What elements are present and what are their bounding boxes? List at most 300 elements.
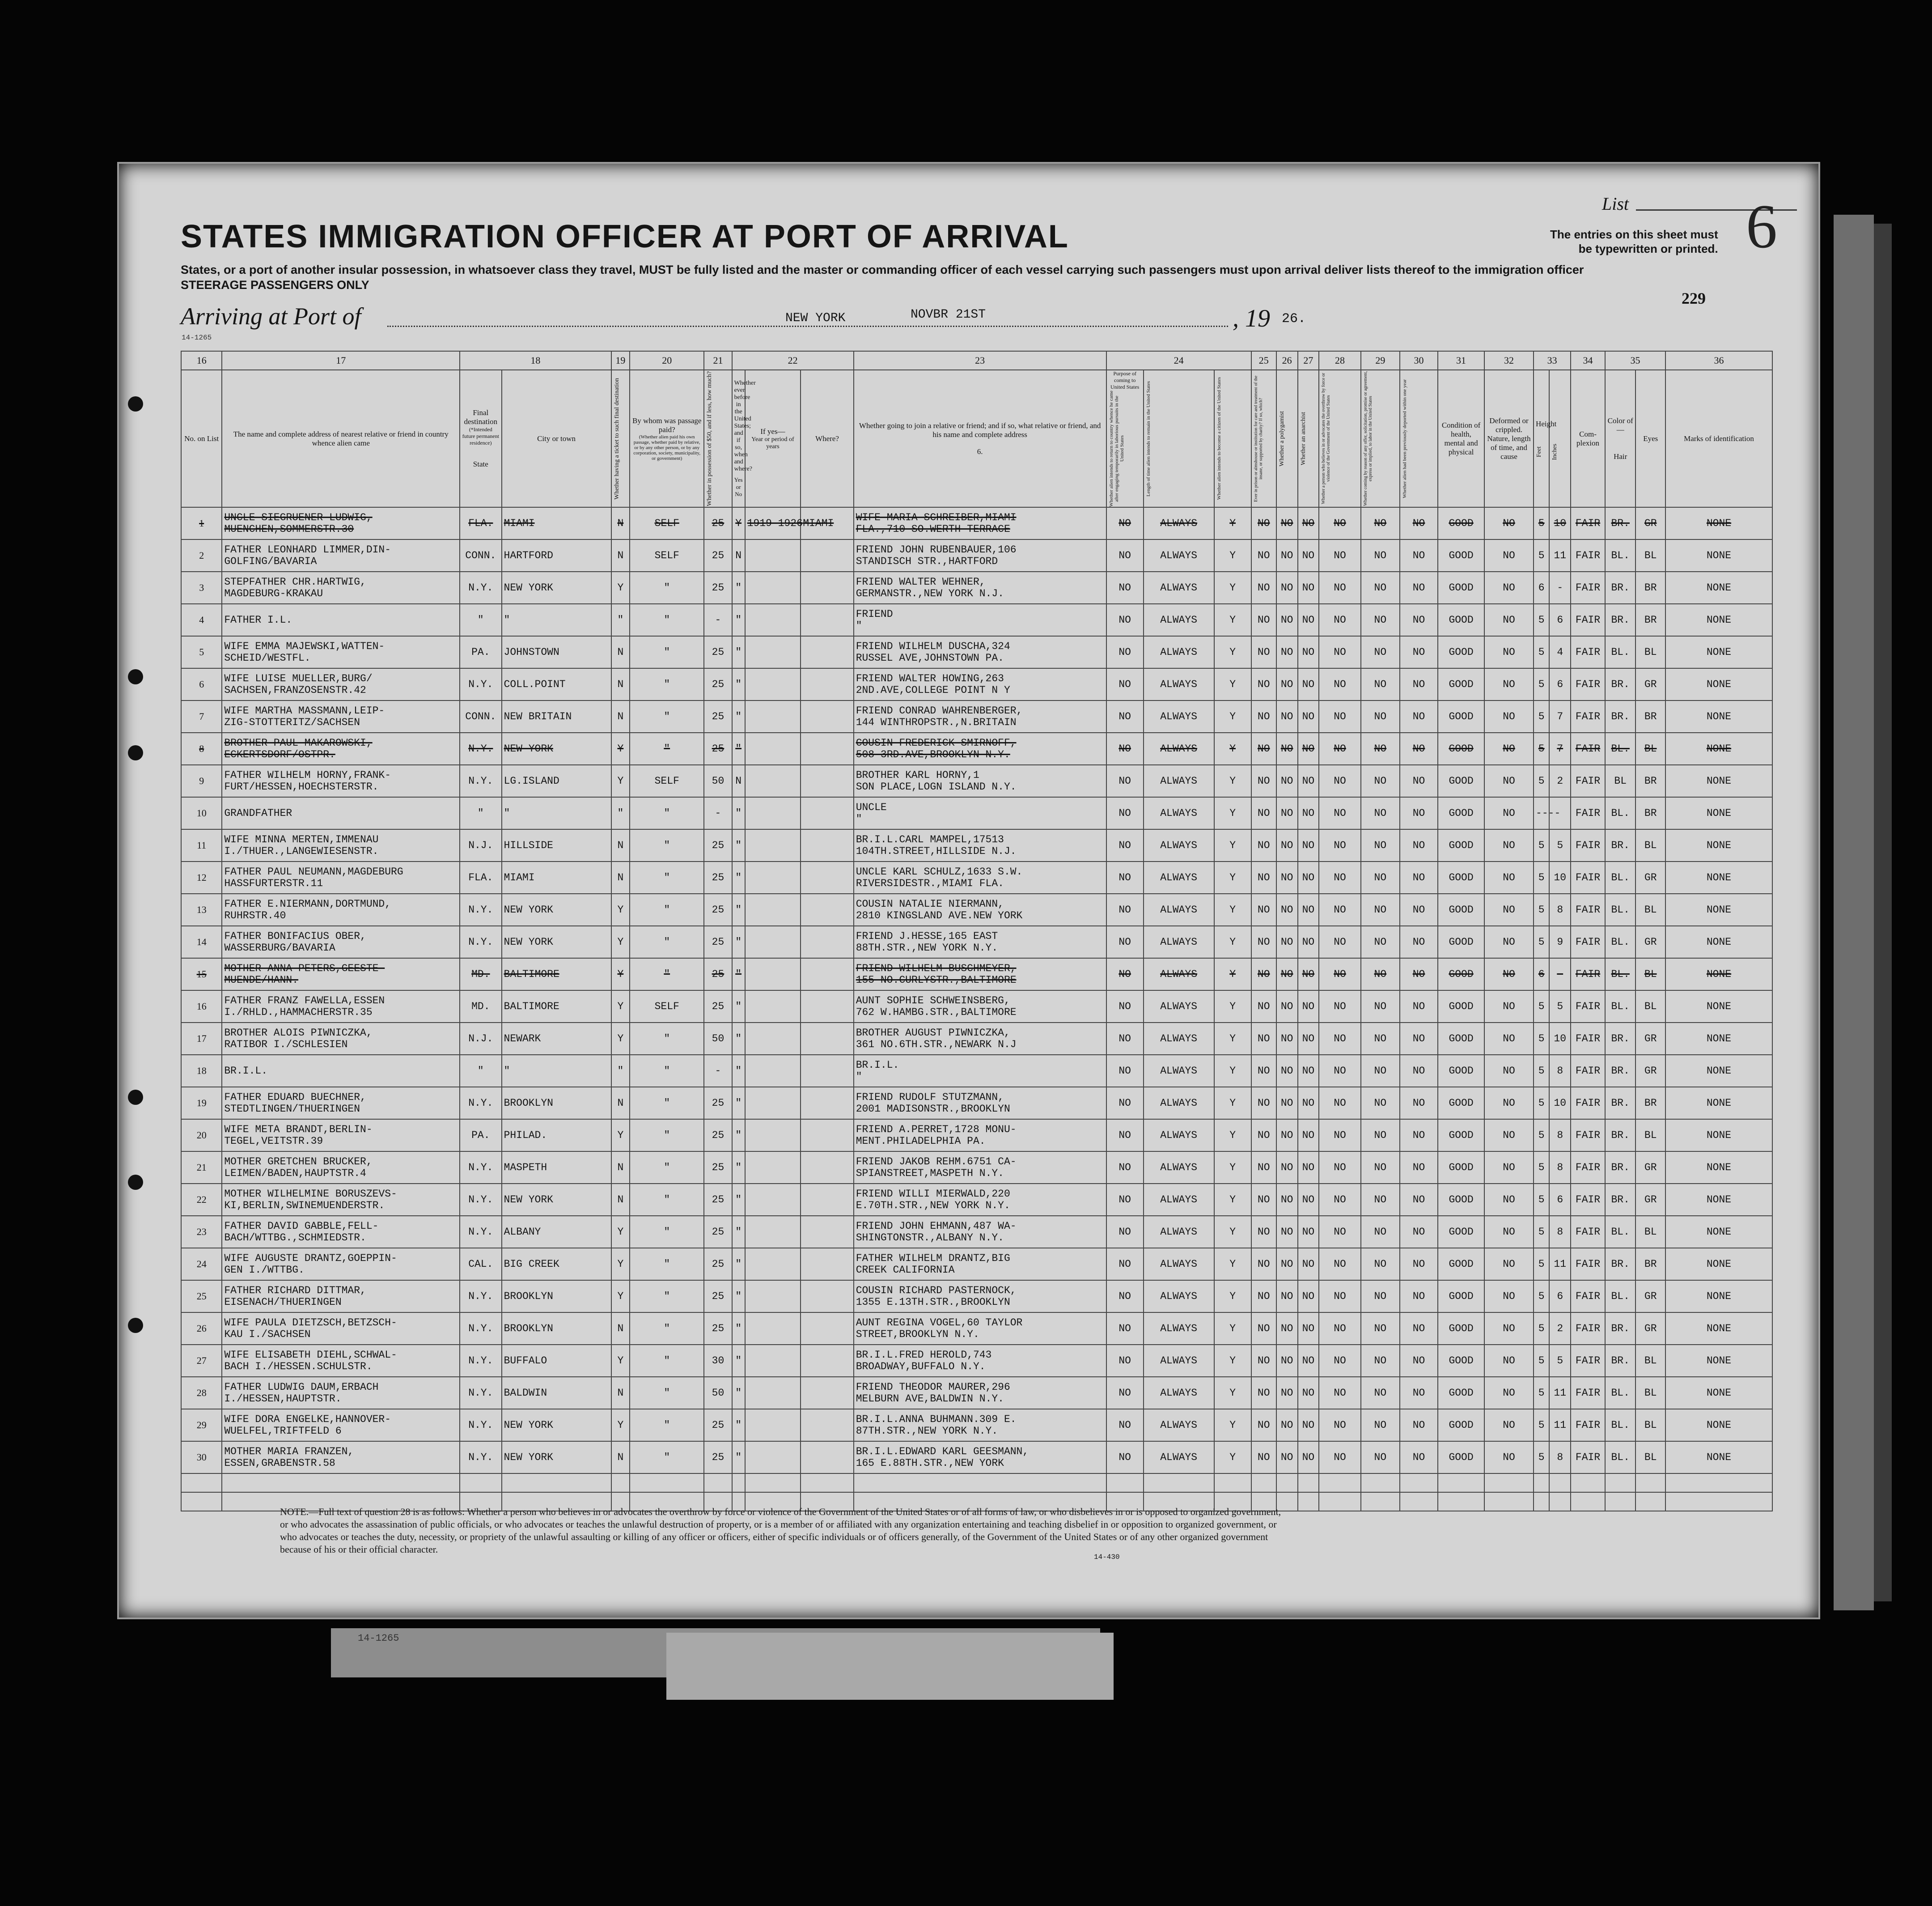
cell-nearest-relative <box>222 958 460 990</box>
cell-c29: NO <box>1361 733 1400 765</box>
cell-deformed: NO <box>1484 1119 1534 1151</box>
cell-p2: ALWAYS <box>1144 1216 1214 1248</box>
blank-cell <box>1571 1492 1605 1511</box>
cell-deformed: NO <box>1484 894 1534 926</box>
column-number: 20 <box>630 351 704 370</box>
join-line: BR.I.L. <box>856 1059 899 1071</box>
join-line: FRIEND JAKOB REHM.6751 CA- <box>856 1156 1017 1167</box>
header-fifty-dollars <box>704 370 732 507</box>
cell-c30: NO <box>1400 1248 1438 1280</box>
cell-complexion: FAIR <box>1571 1184 1605 1216</box>
cell-paid: " <box>630 604 704 636</box>
header-state-label: State <box>473 460 488 468</box>
cell-p1: NO <box>1106 1345 1144 1377</box>
cell-money: 25 <box>704 894 732 926</box>
cell-health: GOOD <box>1438 1248 1484 1280</box>
cell-inches: 5 <box>1549 829 1571 862</box>
cell-c28: NO <box>1319 862 1360 894</box>
column-number: 31 <box>1438 351 1484 370</box>
cell-before: " <box>732 1248 745 1280</box>
cell-complexion: FAIR <box>1571 668 1605 700</box>
blank-cell <box>1438 1492 1484 1511</box>
cell-nearest-relative <box>222 733 460 765</box>
cell-ticket: " <box>611 797 630 829</box>
cell-c29: NO <box>1361 926 1400 958</box>
cell-where <box>801 1087 853 1119</box>
cell-c30: NO <box>1400 1151 1438 1184</box>
cell-join-relative <box>854 700 1106 733</box>
page-edge <box>1834 215 1874 1610</box>
header-c25: Ever in prison or almshouse or institution for care and treatment of the insane, or supported by charity? If so, which? <box>1253 375 1263 502</box>
cell-marks: NONE <box>1665 1151 1772 1184</box>
cell-inches: 8 <box>1549 1441 1571 1473</box>
cell-marks: NONE <box>1665 926 1772 958</box>
cell-hair: BR. <box>1605 1087 1636 1119</box>
cell-eyes: GR <box>1635 1023 1665 1055</box>
cell-health: GOOD <box>1438 1312 1484 1345</box>
list-label: List <box>1602 194 1629 214</box>
relative-line: MUENCHEN,SOMMERSTR.30 <box>224 523 354 535</box>
blank-cell <box>611 1473 630 1492</box>
column-number: 35 <box>1605 351 1665 370</box>
cell-join-relative <box>854 668 1106 700</box>
passenger-table <box>181 351 1773 1511</box>
cell-c29: NO <box>1361 1119 1400 1151</box>
join-line: 1355 E.13TH.STR.,BROOKLYN <box>856 1296 1010 1308</box>
blank-cell <box>745 1473 801 1492</box>
cell-inches: 4 <box>1549 636 1571 668</box>
cell-years <box>745 862 801 894</box>
cell-money: 50 <box>704 1377 732 1409</box>
cell-eyes: BR <box>1635 604 1665 636</box>
form-title: STATES IMMIGRATION OFFICER AT PORT OF ARRIVAL <box>181 219 1069 255</box>
cell-feet: 5 <box>1534 829 1549 862</box>
cell-p1: NO <box>1106 507 1144 539</box>
join-line: " <box>856 620 862 632</box>
cell-no: 6 <box>181 668 222 700</box>
relative-line: WASSERBURG/BAVARIA <box>224 942 335 954</box>
cell-where <box>801 958 853 990</box>
cell-money: 30 <box>704 1345 732 1377</box>
cell-c29: NO <box>1361 1216 1400 1248</box>
cell-c29: NO <box>1361 958 1400 990</box>
cell-marks: NONE <box>1665 862 1772 894</box>
header-polygamist <box>1276 370 1298 507</box>
cell-where <box>801 1151 853 1184</box>
cell-ticket: Y <box>611 894 630 926</box>
cell-where <box>801 1216 853 1248</box>
header-passage-note: (Whether alien paid his own passage, whether paid by relative, or by any other person, or by any corporation, society, municipality, or government) <box>633 434 701 461</box>
cell-no: 24 <box>181 1248 222 1280</box>
header-yes-no-label: Yes or No <box>734 476 743 497</box>
cell-ticket: N <box>611 1312 630 1345</box>
relative-line: RUHRSTR.40 <box>224 910 286 921</box>
cell-p3: Y <box>1214 604 1251 636</box>
cell-join-relative <box>854 829 1106 862</box>
relative-line: WIFE ELISABETH DIEHL,SCHWAL- <box>224 1349 397 1361</box>
cell-p2: ALWAYS <box>1144 700 1214 733</box>
cell-marks: NONE <box>1665 765 1772 797</box>
cell-where <box>801 1184 853 1216</box>
relative-line: ECKERTSDORF/OSTPR. <box>224 749 335 760</box>
header-years <box>745 370 801 507</box>
cell-c25: NO <box>1251 990 1276 1023</box>
column-number: 19 <box>611 351 630 370</box>
cell-city: HILLSIDE <box>502 829 611 862</box>
relative-line: WIFE DORA ENGELKE,HANNOVER- <box>224 1414 391 1425</box>
relative-line: WIFE AUGUSTE DRANTZ,GOEPPIN- <box>224 1252 397 1264</box>
join-line: 87TH.STR.,NEW YORK N.Y. <box>856 1425 998 1437</box>
cell-where <box>801 1441 853 1473</box>
cell-hair: BL. <box>1605 894 1636 926</box>
relative-line: I./RHLD.,HAMMACHERSTR.35 <box>224 1006 373 1018</box>
cell-p2: ALWAYS <box>1144 1055 1214 1087</box>
cell-c26: NO <box>1276 572 1298 604</box>
cell-join-relative <box>854 1280 1106 1312</box>
cell-eyes: GR <box>1635 1280 1665 1312</box>
column-number: 36 <box>1665 351 1772 370</box>
cell-p3: Y <box>1214 990 1251 1023</box>
cell-state: N.Y. <box>460 572 501 604</box>
cell-no: 28 <box>181 1377 222 1409</box>
relative-line: GOLFING/BAVARIA <box>224 556 317 567</box>
cell-inches: - <box>1549 572 1571 604</box>
cell-p3: Y <box>1214 1280 1251 1312</box>
cell-c30: NO <box>1400 1377 1438 1409</box>
cell-state: PA. <box>460 636 501 668</box>
cell-money: 25 <box>704 829 732 862</box>
cell-nearest-relative <box>222 1280 460 1312</box>
cell-city: NEW YORK <box>502 733 611 765</box>
cell-ticket: Y <box>611 1248 630 1280</box>
cell-feet: 5 <box>1534 1151 1549 1184</box>
cell-hair: BL. <box>1605 1216 1636 1248</box>
cell-ticket: Y <box>611 733 630 765</box>
header-join-label: Whether going to join a relative or friend; and if so, what relative or friend, and his name and complete address <box>859 421 1101 439</box>
column-number: 24 <box>1106 351 1251 370</box>
header-color-of: Color of— <box>1607 416 1633 434</box>
cell-inches: 7 <box>1549 700 1571 733</box>
cell-years <box>745 1441 801 1473</box>
cell-c29: NO <box>1361 1184 1400 1216</box>
header-p3: Whether alien intends to become a citizen of the United States <box>1216 377 1222 500</box>
cell-c25: NO <box>1251 1377 1276 1409</box>
cell-p3: Y <box>1214 765 1251 797</box>
cell-c29: NO <box>1361 797 1400 829</box>
cell-years <box>745 733 801 765</box>
header-before-in-us: Whether ever before in the United States; and if so, when and where? <box>734 379 756 472</box>
cell-where <box>801 1248 853 1280</box>
blank-cell <box>1319 1492 1360 1511</box>
column-number: 26 <box>1276 351 1298 370</box>
cell-marks: NONE <box>1665 829 1772 862</box>
column-number: 23 <box>854 351 1106 370</box>
column-number: 30 <box>1400 351 1438 370</box>
cell-eyes: BL <box>1635 1377 1665 1409</box>
cell-deformed: NO <box>1484 1216 1534 1248</box>
cell-health: GOOD <box>1438 507 1484 539</box>
cell-c30: NO <box>1400 1312 1438 1345</box>
cell-p3: Y <box>1214 1409 1251 1441</box>
cell-feet: 5 <box>1534 668 1549 700</box>
cell-marks: NONE <box>1665 668 1772 700</box>
cell-join-relative <box>854 926 1106 958</box>
cell-before: " <box>732 1087 745 1119</box>
cell-years <box>745 926 801 958</box>
cell-nearest-relative <box>222 1087 460 1119</box>
cell-years <box>745 1184 801 1216</box>
cell-health: GOOD <box>1438 1377 1484 1409</box>
cell-hair: BR. <box>1605 604 1636 636</box>
passenger-row <box>181 1184 1772 1216</box>
cell-hair: BR. <box>1605 668 1636 700</box>
cell-c27: NO <box>1298 894 1319 926</box>
cell-c29: NO <box>1361 1345 1400 1377</box>
cell-c27: NO <box>1298 862 1319 894</box>
cell-where <box>801 797 853 829</box>
cell-p2: ALWAYS <box>1144 1441 1214 1473</box>
column-number: 18 <box>460 351 611 370</box>
passenger-row <box>181 1441 1772 1473</box>
relative-line: WIFE PAULA DIETZSCH,BETZSCH- <box>224 1317 397 1329</box>
cell-marks: NONE <box>1665 1312 1772 1345</box>
header-passage-paid <box>630 370 704 507</box>
cell-marks: NONE <box>1665 1087 1772 1119</box>
cell-years <box>745 1248 801 1280</box>
cell-c29: NO <box>1361 1055 1400 1087</box>
cell-where <box>801 765 853 797</box>
cell-c28: NO <box>1319 700 1360 733</box>
cell-p3: Y <box>1214 636 1251 668</box>
passenger-row <box>181 862 1772 894</box>
passenger-row <box>181 733 1772 765</box>
cell-where <box>801 1345 853 1377</box>
blank-cell <box>1319 1473 1360 1492</box>
cell-c26: NO <box>1276 1151 1298 1184</box>
cell-inches: 10 <box>1549 1087 1571 1119</box>
blank-cell <box>1549 1492 1571 1511</box>
cell-p3: Y <box>1214 1345 1251 1377</box>
cell-years <box>745 1312 801 1345</box>
header-final-destination-note: (*Intended future permanent residence) <box>462 426 499 446</box>
cell-c28: NO <box>1319 636 1360 668</box>
cell-eyes: BL <box>1635 894 1665 926</box>
cell-no: 25 <box>181 1280 222 1312</box>
cell-inches: 8 <box>1549 894 1571 926</box>
cell-c25: NO <box>1251 862 1276 894</box>
cell-c26: NO <box>1276 797 1298 829</box>
cell-p2: ALWAYS <box>1144 1184 1214 1216</box>
cell-c30: NO <box>1400 1280 1438 1312</box>
tab-stamp: 14-1265 <box>358 1633 399 1644</box>
header-prison <box>1251 370 1276 507</box>
cell-feet: 5 <box>1534 1119 1549 1151</box>
cell-eyes: BL <box>1635 990 1665 1023</box>
cell-where <box>801 894 853 926</box>
cell-join-relative <box>854 1441 1106 1473</box>
relative-line: FATHER EDUARD BUECHNER, <box>224 1091 366 1103</box>
cell-complexion: FAIR <box>1571 797 1605 829</box>
cell-c25: NO <box>1251 1248 1276 1280</box>
cell-feet: 5 <box>1534 1055 1549 1087</box>
cell-inches: 5 <box>1549 1345 1571 1377</box>
passenger-row <box>181 636 1772 668</box>
cell-join-relative <box>854 733 1106 765</box>
cell-paid: " <box>630 1119 704 1151</box>
cell-c26: NO <box>1276 1345 1298 1377</box>
cell-feet: 5 <box>1534 1087 1549 1119</box>
cell-p1: NO <box>1106 958 1144 990</box>
blank-cell <box>732 1473 745 1492</box>
cell-marks: NONE <box>1665 1345 1772 1377</box>
cell-p2: ALWAYS <box>1144 1409 1214 1441</box>
join-line: E.70TH.STR.,NEW YORK N.Y. <box>856 1200 1010 1211</box>
cell-complexion: FAIR <box>1571 765 1605 797</box>
cell-years <box>745 958 801 990</box>
cell-deformed: NO <box>1484 572 1534 604</box>
cell-health: GOOD <box>1438 1151 1484 1184</box>
cell-city: MASPETH <box>502 1151 611 1184</box>
header-year-period: Year or period of years <box>751 436 794 450</box>
header-height: Height <box>1536 420 1557 429</box>
cell-years <box>745 1087 801 1119</box>
cell-p1: NO <box>1106 1151 1144 1184</box>
cell-c28: NO <box>1319 539 1360 572</box>
cell-state: MD. <box>460 990 501 1023</box>
header-final-destination: Final destination <box>464 408 498 426</box>
cell-deformed: NO <box>1484 765 1534 797</box>
cell-no: 21 <box>181 1151 222 1184</box>
cell-complexion: FAIR <box>1571 1280 1605 1312</box>
cell-inches: 2 <box>1549 1312 1571 1345</box>
header-overthrow <box>1319 370 1360 507</box>
cell-deformed: NO <box>1484 1280 1534 1312</box>
cell-ticket: Y <box>611 926 630 958</box>
header-ticket-label: Whether having a ticket to such final destination <box>613 378 620 500</box>
cell-state: N.Y. <box>460 1409 501 1441</box>
binding-tab-lower <box>666 1633 1114 1700</box>
cell-money: 50 <box>704 1023 732 1055</box>
relative-line: FATHER LUDWIG DAUM,ERBACH <box>224 1381 379 1393</box>
relative-line: WIFE LUISE MUELLER,BURG/ <box>224 673 373 684</box>
join-line: STREET,BROOKLYN N.Y. <box>856 1329 979 1340</box>
cell-before: " <box>732 1280 745 1312</box>
cell-c27: NO <box>1298 797 1319 829</box>
cell-feet: 5 <box>1534 990 1549 1023</box>
cell-join-relative <box>854 1345 1106 1377</box>
blank-cell <box>1438 1473 1484 1492</box>
cell-c28: NO <box>1319 990 1360 1023</box>
cell-c27: NO <box>1298 572 1319 604</box>
cell-c27: NO <box>1298 1312 1319 1345</box>
cell-state: N.Y. <box>460 1280 501 1312</box>
cell-c28: NO <box>1319 1377 1360 1409</box>
cell-c28: NO <box>1319 1184 1360 1216</box>
passenger-rows <box>181 507 1772 1511</box>
cell-c27: NO <box>1298 1119 1319 1151</box>
passenger-row <box>181 1377 1772 1409</box>
cell-ticket: Y <box>611 1345 630 1377</box>
cell-p2: ALWAYS <box>1144 636 1214 668</box>
cell-eyes: GR <box>1635 862 1665 894</box>
cell-nearest-relative <box>222 862 460 894</box>
cell-join-relative <box>854 604 1106 636</box>
blank-cell <box>502 1473 611 1492</box>
header-no-on-list: No. on List <box>181 370 222 507</box>
cell-p3: Y <box>1214 733 1251 765</box>
cell-c25: NO <box>1251 604 1276 636</box>
cell-c27: NO <box>1298 829 1319 862</box>
cell-before: " <box>732 1184 745 1216</box>
cell-p1: NO <box>1106 636 1144 668</box>
cell-p1: NO <box>1106 765 1144 797</box>
cell-p3: Y <box>1214 668 1251 700</box>
passenger-row <box>181 604 1772 636</box>
cell-c28: NO <box>1319 733 1360 765</box>
cell-hair: BR. <box>1605 1312 1636 1345</box>
passenger-row <box>181 926 1772 958</box>
passenger-row <box>181 668 1772 700</box>
cell-city: BALTIMORE <box>502 990 611 1023</box>
cell-before: " <box>732 1377 745 1409</box>
cell-health: GOOD <box>1438 1087 1484 1119</box>
cell-p1: NO <box>1106 1119 1144 1151</box>
cell-deformed: NO <box>1484 862 1534 894</box>
passenger-row <box>181 572 1772 604</box>
join-line: FRIEND WILLI MIERWALD,220 <box>856 1188 1010 1200</box>
cell-c27: NO <box>1298 539 1319 572</box>
cell-no: 29 <box>181 1409 222 1441</box>
cell-health: GOOD <box>1438 733 1484 765</box>
cell-hair: BR. <box>1605 829 1636 862</box>
cell-paid: " <box>630 862 704 894</box>
blank-cell <box>1251 1473 1276 1492</box>
header-complexion: Com-plexion <box>1571 370 1605 507</box>
cell-complexion: FAIR <box>1571 1409 1605 1441</box>
cell-p1: NO <box>1106 829 1144 862</box>
cell-feet: 5 <box>1534 507 1549 539</box>
cell-join-relative <box>854 894 1106 926</box>
cell-no: 26 <box>181 1312 222 1345</box>
cell-c26: NO <box>1276 829 1298 862</box>
cell-p3: Y <box>1214 1216 1251 1248</box>
join-line: SHINGTONSTR.,ALBANY N.Y. <box>856 1232 1004 1244</box>
cell-hair: BR. <box>1605 572 1636 604</box>
cell-c28: NO <box>1319 507 1360 539</box>
cell-years <box>745 636 801 668</box>
relative-line: TEGEL,VEITSTR.39 <box>224 1135 323 1147</box>
cell-ticket: N <box>611 1441 630 1473</box>
form-number: 14-430 <box>1094 1553 1120 1561</box>
blank-cell <box>1571 1473 1605 1492</box>
cell-eyes: BL <box>1635 1119 1665 1151</box>
blank-cell <box>854 1473 1106 1492</box>
relative-line: MUENDE/HANN. <box>224 974 299 986</box>
cell-c30: NO <box>1400 1216 1438 1248</box>
passenger-row <box>181 1409 1772 1441</box>
cell-state: N.Y. <box>460 1184 501 1216</box>
cell-where <box>801 1055 853 1087</box>
steerage-label: STEERAGE PASSENGERS ONLY <box>181 278 369 292</box>
cell-no: 11 <box>181 829 222 862</box>
cell-feet: 5 <box>1534 1023 1549 1055</box>
cell-eyes: BR <box>1635 765 1665 797</box>
cell-money: 25 <box>704 1280 732 1312</box>
header-feet-label: Feet <box>1536 446 1543 458</box>
join-line: AUNT REGINA VOGEL,60 TAYLOR <box>856 1317 1023 1329</box>
blank-cell <box>222 1473 460 1492</box>
header-c27: Whether an anarchist <box>1300 412 1307 465</box>
